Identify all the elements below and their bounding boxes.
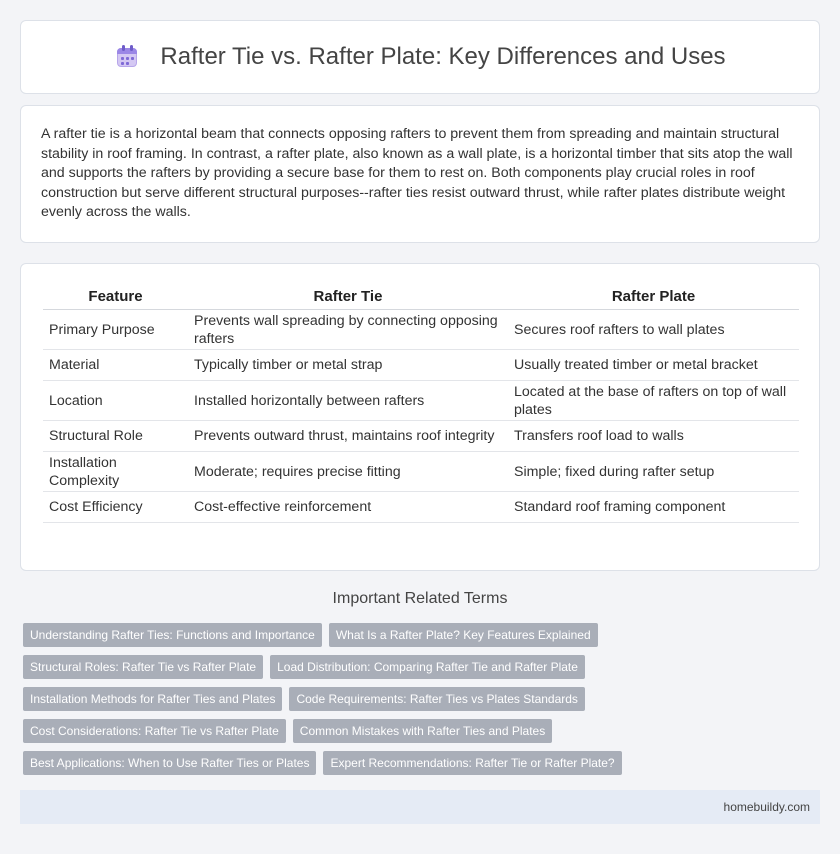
table-cell-rafter-plate: Standard roof framing component bbox=[508, 492, 799, 523]
table-cell-feature: Structural Role bbox=[43, 421, 188, 452]
table-cell-feature: Location bbox=[43, 381, 188, 421]
table-row bbox=[43, 310, 799, 350]
title-card bbox=[20, 20, 820, 94]
intro-card bbox=[20, 105, 820, 243]
tag-row bbox=[23, 719, 803, 743]
table-row bbox=[43, 350, 799, 381]
footer-source[interactable]: homebuildy.com bbox=[723, 800, 810, 814]
table-cell-rafter-plate: Transfers roof load to walls bbox=[508, 421, 799, 452]
page-title: Rafter Tie vs. Rafter Plate: Key Differences and Uses bbox=[160, 43, 726, 70]
table-cell-rafter-plate: Usually treated timber or metal bracket bbox=[508, 350, 799, 381]
header-rafter-plate: Rafter Plate bbox=[508, 284, 799, 310]
table-row bbox=[43, 381, 799, 421]
tag-row bbox=[23, 655, 803, 679]
tag-row bbox=[23, 687, 803, 711]
related-term-link[interactable]: Common Mistakes with Rafter Ties and Plates bbox=[293, 719, 552, 743]
table-cell-feature: Material bbox=[43, 350, 188, 381]
table-cell-rafter-tie: Cost-effective reinforcement bbox=[188, 492, 508, 523]
table-row bbox=[43, 452, 799, 492]
related-term-link[interactable]: Understanding Rafter Ties: Functions and Importance bbox=[23, 623, 322, 647]
table-cell-rafter-plate: Simple; fixed during rafter setup bbox=[508, 452, 799, 492]
related-term-link[interactable]: Load Distribution: Comparing Rafter Tie and Rafter Plate bbox=[270, 655, 585, 679]
comparison-table bbox=[43, 284, 799, 523]
tag-row bbox=[23, 751, 803, 775]
related-terms-title: Important Related Terms bbox=[332, 590, 508, 607]
related-term-link[interactable]: Structural Roles: Rafter Tie vs Rafter Plate bbox=[23, 655, 263, 679]
footer bbox=[20, 790, 820, 824]
table-cell-feature: Installation Complexity bbox=[43, 452, 188, 492]
table-cell-rafter-tie: Prevents wall spreading by connecting opposing rafters bbox=[188, 310, 508, 350]
tag-row bbox=[23, 623, 803, 647]
related-term-link[interactable]: Expert Recommendations: Rafter Tie or Rafter Plate? bbox=[323, 751, 621, 775]
related-term-link[interactable]: Best Applications: When to Use Rafter Ties or Plates bbox=[23, 751, 316, 775]
table-cell-rafter-tie: Moderate; requires precise fitting bbox=[188, 452, 508, 492]
header-rafter-tie: Rafter Tie bbox=[188, 284, 508, 310]
header-feature: Feature bbox=[43, 284, 188, 310]
calendar-icon bbox=[114, 44, 140, 70]
related-term-link[interactable]: Installation Methods for Rafter Ties and Plates bbox=[23, 687, 282, 711]
related-terms-list bbox=[23, 623, 803, 783]
table-cell-rafter-tie: Installed horizontally between rafters bbox=[188, 381, 508, 421]
table-cell-rafter-tie: Typically timber or metal strap bbox=[188, 350, 508, 381]
table-cell-rafter-plate: Located at the base of rafters on top of wall plates bbox=[508, 381, 799, 421]
table-cell-rafter-tie: Prevents outward thrust, maintains roof integrity bbox=[188, 421, 508, 452]
comparison-table-card bbox=[20, 263, 820, 571]
intro-paragraph: A rafter tie is a horizontal beam that connects opposing rafters to prevent them from spreading and maintain structural stability in roof framing. In contrast, a rafter plate, also known as a wall plate, is a horizontal timber that sits atop the wall and supports the rafters by providing a secure base for them to rest on. Both components play crucial roles in roof construction but serve different structural purposes--rafter ties resist outward thrust, while rafter plates distribute weight evenly across the walls. bbox=[41, 126, 793, 221]
table-row bbox=[43, 421, 799, 452]
related-term-link[interactable]: Code Requirements: Rafter Ties vs Plates Standards bbox=[289, 687, 584, 711]
table-cell-feature: Primary Purpose bbox=[43, 310, 188, 350]
table-cell-rafter-plate: Secures roof rafters to wall plates bbox=[508, 310, 799, 350]
related-term-link[interactable]: Cost Considerations: Rafter Tie vs Rafter Plate bbox=[23, 719, 286, 743]
related-term-link[interactable]: What Is a Rafter Plate? Key Features Explained bbox=[329, 623, 598, 647]
table-row bbox=[43, 492, 799, 523]
table-cell-feature: Cost Efficiency bbox=[43, 492, 188, 523]
table-header-row bbox=[43, 284, 799, 310]
